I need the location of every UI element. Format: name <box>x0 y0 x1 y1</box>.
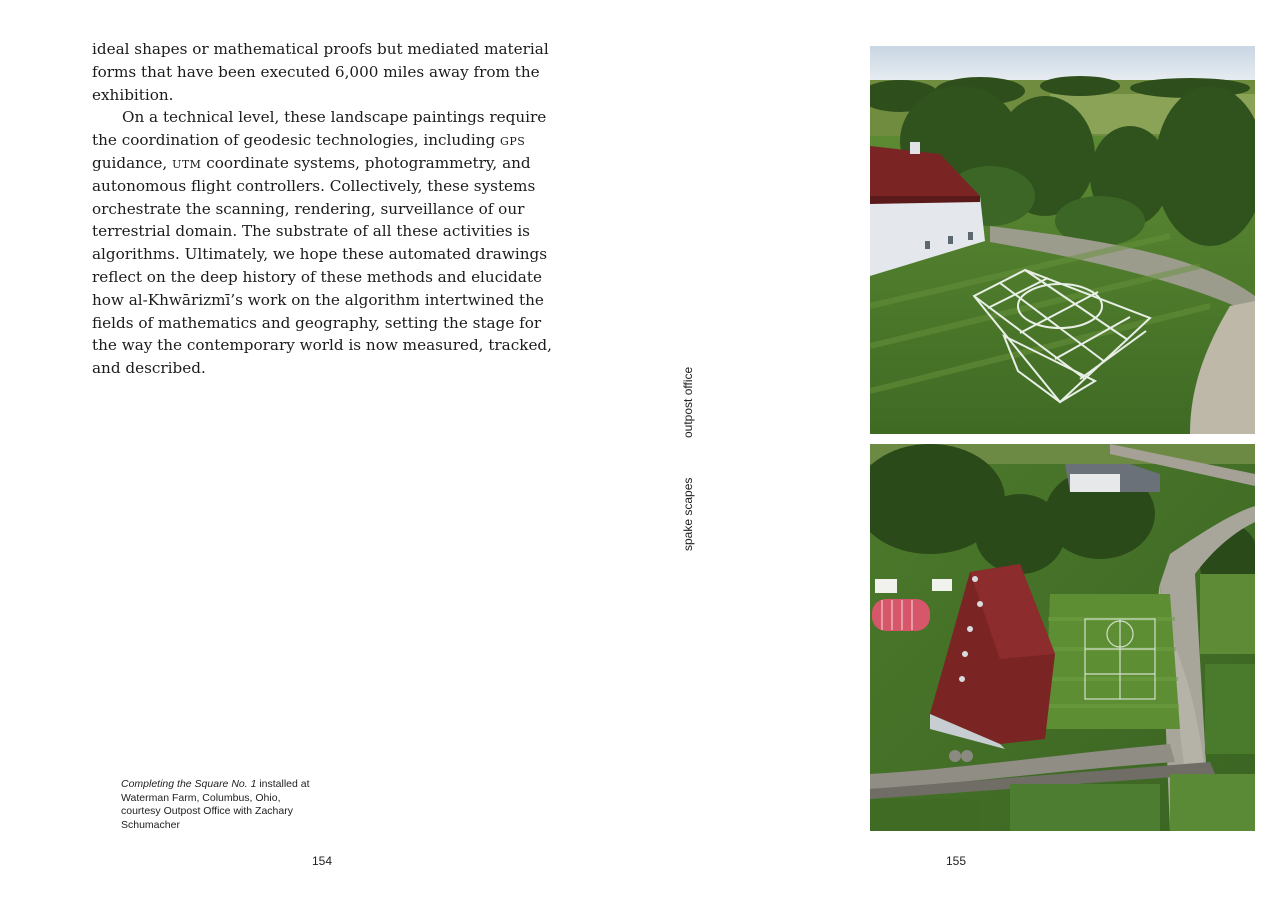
paragraph-2-part-2: guidance, <box>92 153 173 172</box>
paragraph-2 <box>92 106 562 380</box>
caption-text: installed at Waterman Farm, Columbus, Ohio, courtesy Outpost Office with Zachary Schumacher <box>121 778 310 831</box>
aerial-photo-barn-wide <box>870 444 1255 831</box>
paragraph-2-part-1: On a technical level, these landscape paintings require the coordination of geodesic technologies, including <box>92 108 547 150</box>
left-page <box>0 0 637 904</box>
abbr-gps: gps <box>500 131 526 150</box>
figure-caption <box>121 778 311 832</box>
abbr-utm: utm <box>172 153 202 172</box>
caption-title: Completing the Square No. 1 <box>121 778 257 790</box>
paragraph-2-part-3: coordinate systems, photogrammetry, and autonomous flight controllers. Collectively, these systems orchestrate the scanning, rendering, surveillance of our terrestrial domain. The substrate of all these activities is algorithms. Ultimately, we hope these automated drawings reflect on the deep history of these methods and elucidate how al-Khwārizmī’s work on the algorithm intertwined the fields of mathematics and geography, setting the stage for the way the contemporary world is now measured, tracked, and described. <box>92 153 552 378</box>
body-text <box>92 38 562 380</box>
paragraph-1: ideal shapes or mathematical proofs but mediated material forms that have been executed 6,000 miles away from the exhibition. <box>92 40 549 104</box>
page-number-right: 155 <box>946 854 967 868</box>
running-head-spake-scapes: spake scapes <box>681 477 695 551</box>
running-head-outpost-office: outpost office <box>681 366 695 438</box>
aerial-photo-barn-close <box>870 46 1255 434</box>
page-number-left: 154 <box>312 854 333 868</box>
